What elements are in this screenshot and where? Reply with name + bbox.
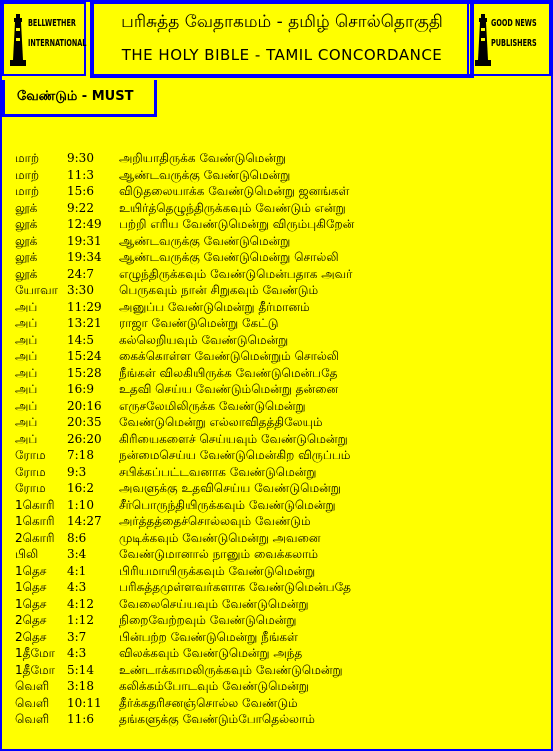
entry-text: ராஜா வேண்டுமென்று கேட்டு (119, 316, 279, 330)
entry-reference: 4:1 (67, 563, 87, 578)
entry-text: தீர்க்கதரிசனஞ்சொல்ல வேண்டும் (119, 695, 298, 710)
concordance-entry (15, 612, 535, 629)
concordance-entry (15, 299, 535, 316)
concordance-entry (15, 150, 535, 167)
entry-book: வெளி (15, 679, 50, 693)
entry-reference: 3:4 (67, 547, 87, 561)
concordance-entry (15, 315, 535, 332)
header (0, 0, 553, 80)
entry-reference: 15:28 (67, 365, 102, 380)
concordance-entry (15, 662, 535, 679)
entry-text: ஆண்டவருக்கு வேண்டுமென்று சொல்லி (119, 250, 339, 264)
entry-text: கல்லெறியவும் வேண்டுமென்று (119, 332, 289, 347)
entry-book: ரோம (15, 448, 46, 462)
entry-reference: 16:2 (67, 481, 94, 495)
concordance-entry (15, 711, 535, 728)
entry-book: அப் (15, 415, 38, 429)
entry-book: வெளி (15, 712, 50, 726)
entry-reference: 14:27 (67, 514, 102, 528)
concordance-entry (15, 695, 535, 712)
lighthouse-icon (475, 14, 491, 66)
entry-text: பற்றி எரிய வேண்டுமென்று விரும்புகிறேன் (119, 217, 355, 231)
entry-book: அப் (15, 365, 38, 380)
entry-reference: 3:18 (67, 679, 94, 693)
entry-book: 1தெச (15, 596, 47, 611)
entry-text: தங்களுக்கு வேண்டும்போதெல்லாம் (119, 712, 315, 726)
entry-reference: 3:30 (67, 283, 94, 297)
entry-reference: 10:11 (67, 695, 102, 710)
entry-text: நன்மைசெய்ய வேண்டுமென்கிற விருப்பம் (119, 448, 351, 462)
entry-reference: 24:7 (67, 266, 94, 281)
entry-text: விடுதலையாக்க வேண்டுமென்று ஜனங்கள் (119, 184, 350, 198)
entry-book: 1தெச (15, 580, 47, 594)
entry-reference: 20:16 (67, 398, 102, 413)
entry-book: மாற் (15, 184, 40, 198)
concordance-entry (15, 678, 535, 695)
entry-reference: 12:49 (67, 217, 102, 231)
entry-reference: 26:20 (67, 431, 102, 446)
entry-text: அர்த்தத்தைச்சொல்லவும் வேண்டும் (119, 514, 311, 528)
entry-text: வேலைசெய்யவும் வேண்டுமென்று (119, 596, 309, 611)
concordance-entry (15, 464, 535, 481)
entry-reference: 16:9 (67, 382, 94, 396)
entry-book: 2தெச (15, 613, 47, 627)
entry-book: அப் (15, 398, 38, 413)
entry-reference: 9:22 (67, 200, 94, 215)
entry-text: சீர்பொருந்தியிருக்கவும் வேண்டுமென்று (119, 497, 336, 512)
entry-reference: 11:3 (67, 167, 94, 182)
entry-text: கிரியைகளைச் செய்யவும் வேண்டுமென்று (119, 431, 348, 446)
entry-reference: 11:6 (67, 712, 94, 726)
entry-book: வெளி (15, 695, 50, 710)
entry-book: அப் (15, 382, 38, 396)
entry-text: பிரியமாயிருக்கவும் வேண்டுமென்று (119, 563, 316, 578)
concordance-entry (15, 530, 535, 547)
goodnews-logo (467, 2, 551, 76)
concordance-entry (15, 167, 535, 184)
entry-text: உதவி செய்ய வேண்டும்மென்று தன்னை (119, 382, 339, 396)
entry-book: ரோம (15, 481, 46, 495)
concordance-entry (15, 365, 535, 382)
concordance-entry (15, 596, 535, 613)
concordance-entry (15, 183, 535, 200)
concordance-entry (15, 546, 535, 563)
entry-book: அப் (15, 299, 38, 314)
keyword-box (2, 80, 157, 117)
concordance-entry (15, 480, 535, 497)
entry-text: பெருகவும் நான் சிறுகவும் வேண்டும் (119, 283, 319, 297)
entry-book: அப் (15, 431, 38, 446)
entry-book: 2தெச (15, 629, 47, 644)
concordance-entry (15, 381, 535, 398)
entry-book: லூக் (15, 233, 38, 248)
entry-reference: 14:5 (67, 332, 94, 347)
concordance-entry (15, 497, 535, 514)
concordance-entry (15, 266, 535, 283)
entry-reference: 15:24 (67, 349, 102, 363)
left-logo-text: BELLWETHER INTERNATIONAL (28, 18, 87, 49)
entry-book: லூக் (15, 200, 38, 215)
entry-book: ரோம (15, 464, 46, 479)
entry-reference: 9:30 (67, 151, 94, 165)
entry-reference: 15:6 (67, 184, 94, 198)
entry-text: கலிக்கம்போடவும் வேண்டுமென்று (119, 679, 309, 693)
entry-book: மாற் (15, 167, 40, 182)
concordance-entry (15, 579, 535, 596)
entry-book: லூக் (15, 266, 38, 281)
concordance-entry (15, 645, 535, 662)
entry-reference: 4:3 (67, 646, 87, 660)
entry-book: லூக் (15, 217, 38, 231)
entry-text: வேண்டுமென்று எல்லாவிதத்திலேயும் (119, 415, 323, 429)
entry-text: உண்டாக்காமலிருக்கவும் வேண்டுமென்று (119, 662, 343, 677)
title-box (90, 2, 474, 78)
entry-text: முடிக்கவும் வேண்டுமென்று அவனை (119, 530, 321, 545)
entry-reference: 8:6 (67, 530, 87, 545)
entry-book: 1கொரி (15, 514, 55, 528)
entry-reference: 4:3 (67, 580, 87, 594)
entry-reference: 19:34 (67, 250, 102, 264)
bellwether-logo (2, 2, 86, 76)
concordance-entry (15, 431, 535, 448)
entry-text: அனுப்ப வேண்டுமென்று தீர்மானம் (119, 299, 310, 314)
entry-book: அப் (15, 316, 38, 330)
entry-text: உயிர்த்தெழுந்திருக்கவும் வேண்டும் என்று (119, 200, 346, 215)
concordance-entry (15, 348, 535, 365)
entry-reference: 13:21 (67, 316, 102, 330)
entry-book: யோவா (15, 283, 58, 297)
entry-reference: 7:18 (67, 448, 94, 462)
entry-text: அறியாதிருக்க வேண்டுமென்று (119, 151, 286, 165)
entry-text: சபிக்கப்பட்டவனாக வேண்டுமென்று (119, 464, 317, 479)
concordance-entry (15, 282, 535, 299)
entry-text: பரிசுத்தமுள்ளவர்களாக வேண்டுமென்பதே (119, 580, 351, 594)
entry-text: வேண்டுமானால் நானும் வைக்கலாம் (119, 547, 319, 561)
entry-text: கைக்கொள்ள வேண்டுமென்றும் சொல்லி (119, 349, 340, 363)
entry-reference: 20:35 (67, 415, 102, 429)
entry-book: அப் (15, 349, 38, 363)
entry-reference: 11:29 (67, 299, 102, 314)
concordance-entry (15, 398, 535, 415)
entry-book: பிலி (15, 547, 39, 561)
entry-reference: 4:12 (67, 596, 94, 611)
entry-book: 1தீமோ (15, 662, 55, 677)
entry-text: ஆண்டவருக்கு வேண்டுமென்று (119, 233, 291, 248)
entry-book: 1கொரி (15, 497, 55, 512)
concordance-entry (15, 563, 535, 580)
entry-reference: 1:12 (67, 613, 94, 627)
concordance-entry (15, 447, 535, 464)
entry-text: நீங்கள் விலகியிருக்க வேண்டுமென்பதே (119, 365, 338, 380)
entry-text: ஆண்டவருக்கு வேண்டுமென்று (119, 167, 291, 182)
entry-reference: 1:10 (67, 497, 94, 512)
entry-text: எழுந்திருக்கவும் வேண்டுமென்பதாக அவர் (119, 266, 353, 281)
title-english: THE HOLY BIBLE - TAMIL CONCORDANCE (121, 46, 443, 64)
title-tamil: பரிசுத்த வேதாகமம் - தமிழ் சொல்தொகுதி (121, 12, 443, 32)
entry-reference: 3:7 (67, 629, 87, 644)
entry-reference: 19:31 (67, 233, 102, 248)
entry-book: அப் (15, 332, 38, 347)
entry-book: 2கொரி (15, 530, 55, 545)
concordance-entry (15, 332, 535, 349)
concordance-entry (15, 629, 535, 646)
concordance-entry (15, 414, 535, 431)
concordance-list (15, 150, 535, 728)
entry-book: 1தீமோ (15, 646, 55, 660)
concordance-entry (15, 249, 535, 266)
entry-text: எருசலேமிலிருக்க வேண்டுமென்று (119, 398, 306, 413)
entry-text: பின்பற்ற வேண்டுமென்று நீங்கள் (119, 629, 298, 644)
entry-book: 1தெச (15, 563, 47, 578)
entry-text: விலக்கவும் வேண்டுமென்று அந்த (119, 646, 303, 660)
entry-book: மாற் (15, 151, 40, 165)
entry-text: நிறைவேற்றவும் வேண்டுமென்று (119, 613, 297, 627)
entry-text: அவளுக்கு உதவிசெய்ய வேண்டுமென்று (119, 481, 341, 495)
entry-book: லூக் (15, 250, 38, 264)
entry-reference: 5:14 (67, 662, 94, 677)
concordance-entry (15, 216, 535, 233)
concordance-entry (15, 233, 535, 250)
right-logo-text: GOOD NEWS PUBLISHERS (491, 18, 537, 49)
keyword-label: வேண்டும் - MUST (17, 89, 134, 104)
lighthouse-icon (10, 14, 26, 66)
concordance-entry (15, 513, 535, 530)
concordance-entry (15, 200, 535, 217)
entry-reference: 9:3 (67, 464, 87, 479)
